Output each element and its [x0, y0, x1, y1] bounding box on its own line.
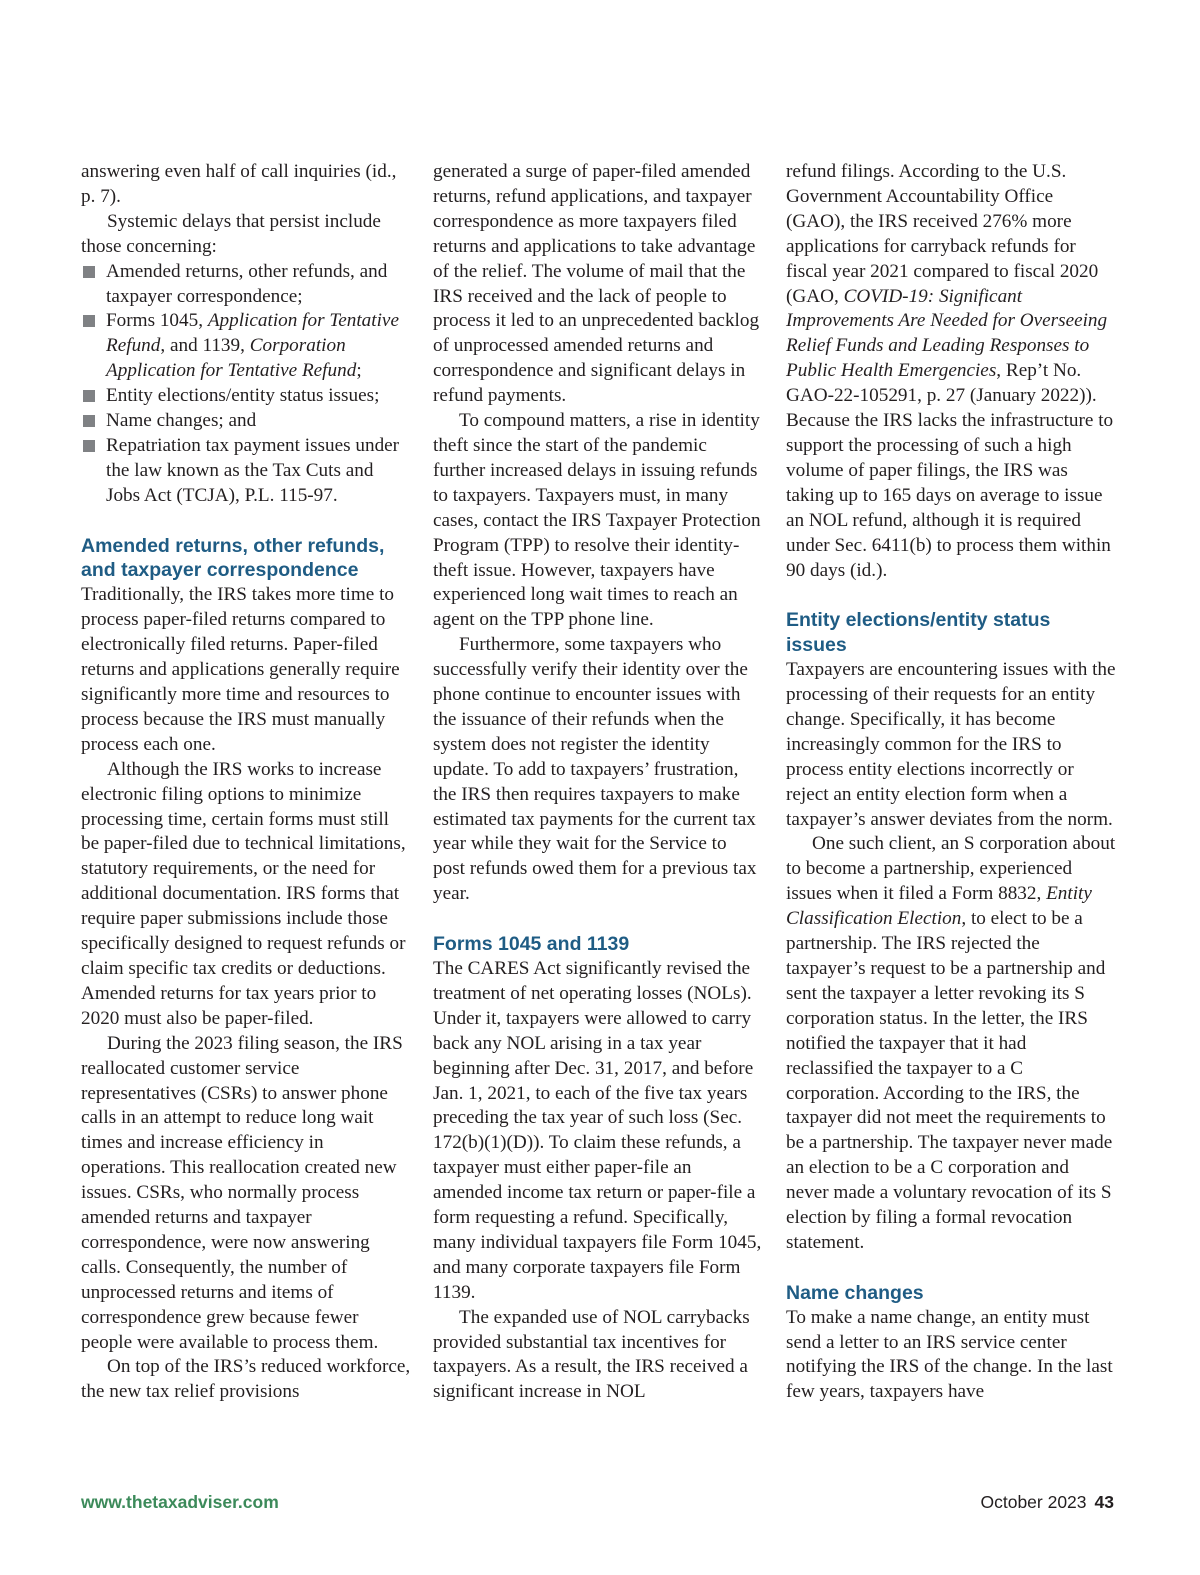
paragraph: To compound matters, a rise in identity theft since the start of the pandemic further increased delays in issuing refunds to taxpayers. Taxpayers must, in many cases, contact the IRS Taxpayer Protection Program (TPP) to resolve their identity-theft issue. However, taxpayers have experienced long wait times to reach an agent on the TPP phone line. [433, 410, 761, 631]
list-item: Forms 1045, Application for Tentative Refund, and 1139, Corporation Application for Tentative Refund; [81, 309, 411, 384]
paragraph: During the 2023 filing season, the IRS reallocated customer service representatives (CSRs) to answer phone calls in an attempt to reduce long wait times and increase efficiency in operations. This reallocation created new issues. CSRs, who normally process amended returns and taxpayer correspondence, were now answering calls. Consequently, the number of unprocessed returns and items of correspondence grew because fewer people were available to process them. [81, 1032, 403, 1353]
list-item: Repatriation tax payment issues under the law known as the Tax Cuts and Jobs Act (TCJA), P.L. 115-97. [81, 434, 411, 509]
list-item: Amended returns, other refunds, and taxpayer correspondence; [81, 260, 411, 310]
square-bullet-icon [83, 415, 95, 427]
list-item: Name changes; and [81, 409, 411, 434]
section-heading: Forms 1045 and 1139 [433, 933, 630, 956]
column-2 [433, 160, 763, 1405]
section-heading: Entity elections/entity status issues [786, 609, 1051, 657]
paragraph: generated a surge of paper-filed amended returns, refund applications, and taxpayer correspondence as more taxpayers filed returns and applications to take advantage of the relief. The volume of mail that the IRS received and the lack of people to process it led to an unprecedented backlog of unprocessed amended returns and correspondence and significant delays in refund payments. [433, 161, 760, 407]
paragraph: On top of the IRS’s reduced workforce, the new tax relief provisions [81, 1356, 411, 1403]
paragraph: To make a name change, an entity must send a letter to an IRS service center notifying the IRS of the change. In the last few years, taxpayers have [786, 1306, 1113, 1403]
paragraph: One such client, an S corporation about to become a partnership, experienced issues when it filed a Form 8832, Entity Classification Election, to elect to be a partnership. The IRS rejected the taxpayer’s request to be a partnership and sent the taxpayer a letter revoking its S corporation status. In the letter, the IRS notified the taxpayer that it had reclassified the taxpayer to a C corporation. According to the IRS, the taxpayer did not meet the requirements to be a partnership. The taxpayer never made an election to be a C corporation and never made a voluntary revocation of its S election by filing a formal revocation statement. [786, 833, 1116, 1253]
list-item: Entity elections/entity status issues; [81, 384, 411, 409]
bullet-list [81, 260, 411, 509]
paragraph: Traditionally, the IRS takes more time to process paper-filed returns compared to electronically filed returns. Paper-filed returns and applications generally require significantly more time and resources to process because the IRS must manually process each one. [81, 584, 400, 755]
paragraph: Although the IRS works to increase electronic filing options to minimize processing time, certain forms must still be paper-filed due to technical limitations, statutory requirements, or the need for additional documentation. IRS forms that require paper submissions include those specifically designed to request refunds or claim specific tax credits or deductions. Amended returns for tax years prior to 2020 must also be paper-filed. [81, 758, 406, 1029]
paragraph: The CARES Act significantly revised the treatment of net operating losses (NOLs). Under it, taxpayers were allowed to carry back any NOL arising in a tax year beginning after Dec. 31, 2017, and before Jan. 1, 2021, to each of the five tax years preceding the tax year of such loss (Sec. 172(b)(1)(D)). To claim these refunds, a taxpayer must either paper-file an amended income tax return or paper-file a form requesting a refund. Specifically, many individual taxpayers file Form 1045, and many corporate taxpayers file Form 1139. [433, 957, 762, 1303]
paragraph: refund filings. According to the U.S. Government Accountability Office (GAO), the IRS received 276% more applications for carryback refunds for fiscal year 2021 compared to fiscal 2020 (GAO, COVID-19: Significant Improvements Are Needed for Overseeing Relief Funds and Leading Responses to Public Health Emergencies, Rep’t No. GAO-22-105291, p. 27 (January 2022)). Because the IRS lacks the infrastructure to support the processing of such a high volume of paper filings, the IRS was taking up to 165 days on average to issue an NOL refund, although it is required under Sec. 6411(b) to process them within 90 days (id.). [786, 161, 1114, 581]
square-bullet-icon [83, 440, 95, 452]
column-3 [786, 160, 1116, 1405]
section-heading: Amended returns, other refunds, and taxpayer correspondence [81, 534, 385, 582]
section-heading: Name changes [786, 1281, 924, 1304]
spacer [433, 907, 763, 932]
square-bullet-icon [83, 266, 95, 278]
paragraph: answering even half of call inquiries (id., p. 7). [81, 161, 397, 207]
square-bullet-icon [83, 390, 95, 402]
paragraph: The expanded use of NOL carrybacks provided substantial tax incentives for taxpayers. As a result, the IRS received a significant increase in NOL [433, 1306, 750, 1403]
page-number: 43 [1094, 1492, 1114, 1512]
footer-website-link[interactable]: www.thetaxadviser.com [81, 1492, 279, 1512]
column-1 [81, 160, 411, 1405]
square-bullet-icon [83, 315, 95, 327]
spacer [786, 583, 1116, 608]
paragraph: Taxpayers are encountering issues with the processing of their requests for an entity change. Specifically, it has become increasingly common for the IRS to process entity elections incorrectly or reject an entity election form when a taxpayer’s answer deviates from the norm. [786, 659, 1116, 830]
footer-folio [980, 1492, 1114, 1513]
paragraph: Systemic delays that persist include those concerning: [81, 210, 381, 257]
spacer [81, 509, 411, 534]
spacer [786, 1256, 1116, 1281]
paragraph: Furthermore, some taxpayers who successfully verify their identity over the phone continue to encounter issues with the issuance of their refunds when the system does not register the identity update. To add to taxpayers’ frustration, the IRS then requires taxpayers to make estimated tax payments for the current tax year while they wait for the Service to post refunds owed them for a previous tax year. [433, 634, 757, 905]
issue-date: October 2023 [980, 1492, 1087, 1512]
